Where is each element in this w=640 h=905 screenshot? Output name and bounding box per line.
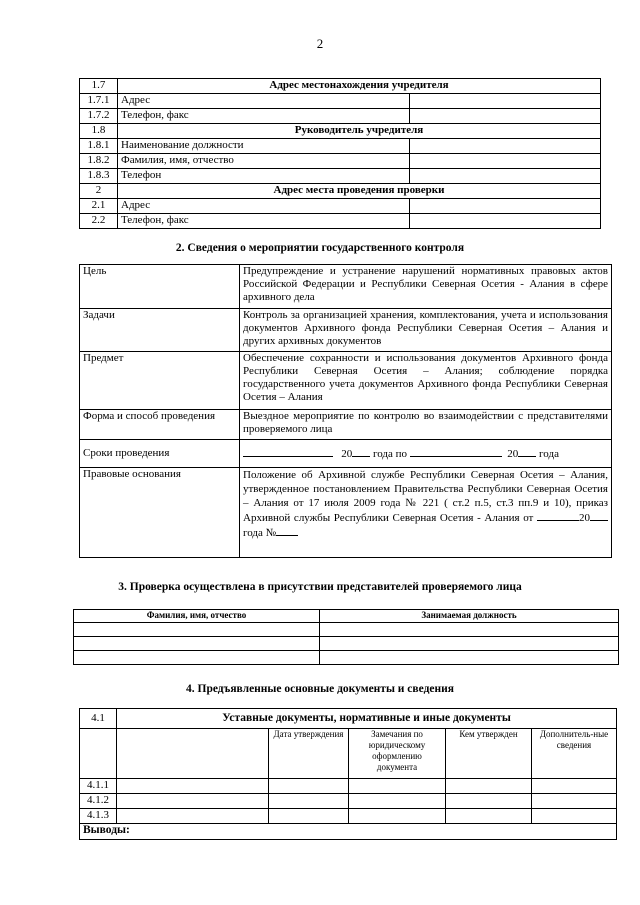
table-row [80, 214, 601, 229]
terms-end: года [539, 448, 559, 460]
row-num: 2.2 [80, 214, 118, 229]
col-remarks: Замечания по юридическому оформлению документа [349, 729, 446, 779]
row-num: 1.8.2 [80, 154, 118, 169]
row-num: 1.8 [80, 124, 118, 139]
row-num: 2 [80, 184, 118, 199]
row-value [410, 214, 601, 229]
row-label: Фамилия, имя, отчество [118, 154, 410, 169]
table-row [74, 623, 619, 637]
terms-mid: года по [373, 448, 408, 460]
documents-table [79, 708, 617, 840]
row-label: Наименование должности [118, 139, 410, 154]
col-extra: Дополнитель-ные сведения [532, 729, 617, 779]
table-row [74, 651, 619, 665]
row-num: 1.7.1 [80, 94, 118, 109]
legal-basis-text: Положение об Архивной службе Республики Северная Осетия – Алания, утвержденное постановлением Правительства Республики Северная Осетия – Алания от 17 июля 2009 года № 221 ( ст.2 п.5, ст.3 пп.9 и 10), приказ Архивной службы Республики Северная Осетия - Алания от [243, 469, 608, 524]
section-4-title: 4. Предъявленные основные документы и сведения [186, 683, 454, 695]
table-row [80, 94, 601, 109]
row-num: 2.1 [80, 199, 118, 214]
row-value [410, 199, 601, 214]
section-heading: Руководитель учредителя [118, 124, 601, 139]
page-number: 2 [316, 36, 324, 51]
table-row [80, 199, 601, 214]
row-value [410, 109, 601, 124]
row-value [410, 169, 601, 184]
row-label: Адрес [118, 199, 410, 214]
table-row [80, 809, 617, 824]
representatives-table [73, 609, 619, 665]
terms-year2: 20 [507, 448, 519, 460]
table-row [80, 154, 601, 169]
row-value [410, 94, 601, 109]
col-fio: Фамилия, имя, отчество [74, 610, 320, 623]
legal-basis-year-end: года [243, 527, 263, 539]
section-2-title: 2. Сведения о мероприятии государственного контроля [175, 242, 465, 254]
form-label: Форма и способ проведения [80, 410, 240, 440]
col-date: Дата утверждения [269, 729, 349, 779]
table-row [80, 109, 601, 124]
table-row [80, 139, 601, 154]
row-label: Телефон, факс [118, 109, 410, 124]
col-approved-by: Кем утвержден [446, 729, 532, 779]
row-num: 4.1.2 [80, 794, 117, 809]
row-num: 1.8.3 [80, 169, 118, 184]
row-num: 4.1.3 [80, 809, 117, 824]
section-heading: Адрес места проведения проверки [118, 184, 601, 199]
form-value: Выездное мероприятие по контролю во взаимодействии с представителями проверяемого лица [240, 410, 612, 440]
table-section-row [80, 124, 601, 139]
table-section-row [80, 184, 601, 199]
row-num: 1.7.2 [80, 109, 118, 124]
legal-basis-no: № [265, 527, 277, 539]
goal-value: Предупреждение и устранение нарушений нормативных правовых актов Российской Федерации и Республики Северная Осетия - Алания в сфере архивного дела [240, 265, 612, 309]
terms-value [240, 440, 612, 468]
goal-label: Цель [80, 265, 240, 309]
legal-basis-year: 20 [579, 512, 590, 524]
table-row [80, 169, 601, 184]
row-num: 1.7 [80, 79, 118, 94]
table-row [80, 794, 617, 809]
terms-year1: 20 [341, 448, 353, 460]
row-num: 4.1.1 [80, 779, 117, 794]
subject-label: Предмет [80, 352, 240, 410]
subject-value: Обеспечение сохранности и использования документов Архивного фонда Республики Северная Осетия – Алания; соблюдение порядка государственного учета документов Архивного фонда Республики Северная Осетия – Алания [240, 352, 612, 410]
table-section-row [80, 79, 601, 94]
tasks-value: Контроль за организацией хранения, комплектования, учета и использования документов Архивного фонда Республики Северная Осетия – Алания и других архивных документов [240, 309, 612, 352]
section-3-title: 3. Проверка осуществлена в присутствии представителей проверяемого лица [118, 581, 522, 593]
control-measure-table [79, 264, 612, 558]
row-value [410, 139, 601, 154]
table-row [74, 637, 619, 651]
row-num: 1.8.1 [80, 139, 118, 154]
row-value [410, 154, 601, 169]
founder-info-table [79, 78, 601, 229]
legal-basis-value [240, 468, 612, 558]
table-row [80, 779, 617, 794]
terms-label: Сроки проведения [80, 440, 240, 468]
doc-num: 4.1 [80, 709, 117, 729]
conclusions-label: Выводы: [80, 824, 617, 840]
col-position: Занимаемая должность [320, 610, 619, 623]
row-label: Адрес [118, 94, 410, 109]
section-heading: Адрес местонахождения учредителя [118, 79, 601, 94]
doc-header: Уставные документы, нормативные и иные документы [117, 709, 617, 729]
row-label: Телефон [118, 169, 410, 184]
legal-basis-label: Правовые основания [80, 468, 240, 558]
tasks-label: Задачи [80, 309, 240, 352]
row-label: Телефон, факс [118, 214, 410, 229]
